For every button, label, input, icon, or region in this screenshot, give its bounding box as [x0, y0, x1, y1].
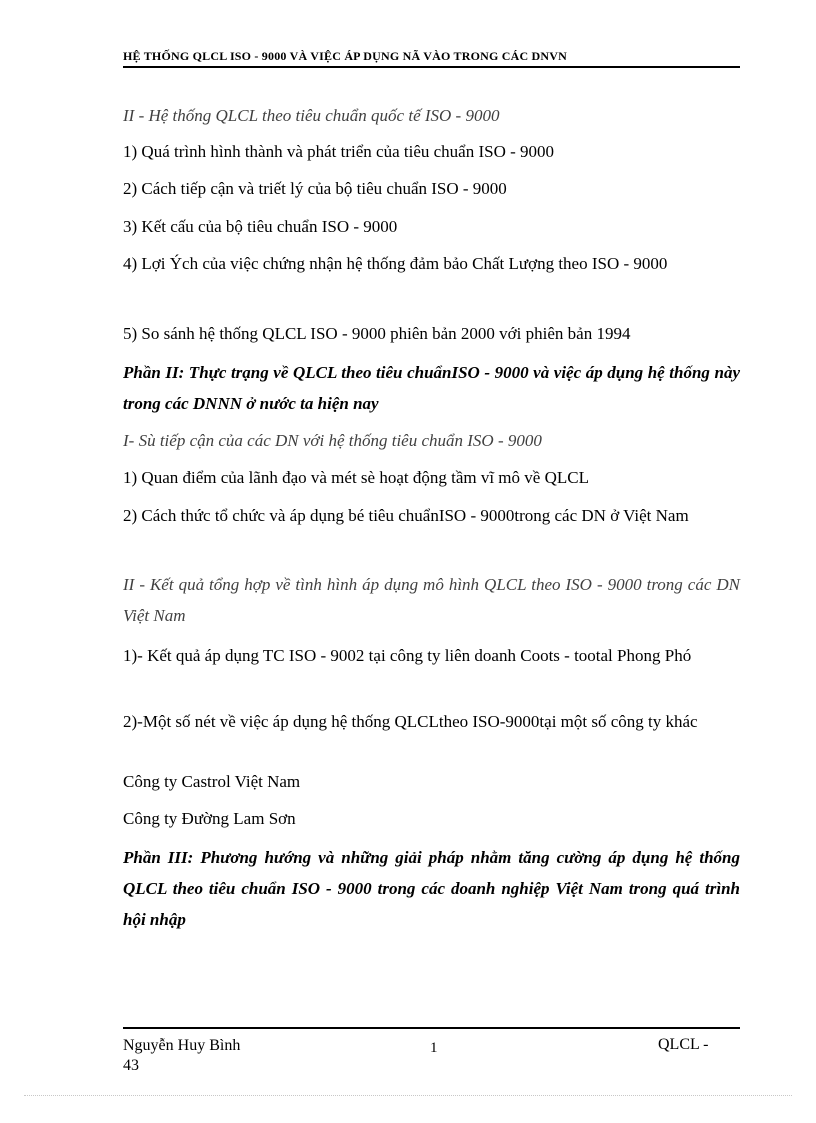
footer-author — [123, 1036, 240, 1076]
running-header: HỆ THỐNG QLCL ISO - 9000 VÀ VIỆC ÁP DỤNG NÃ VÀO TRONG CÁC DNVN — [123, 49, 740, 68]
section-heading-ii: II - Hệ thống QLCL theo tiêu chuẩn quốc tế ISO - 9000 — [123, 106, 500, 125]
company-item: Công ty Castrol Việt Nam — [123, 772, 301, 791]
footer-author-name: Nguyễn Huy Bình — [123, 1037, 241, 1054]
company-item: Công ty Đường Lam Sơn — [123, 809, 296, 828]
footer-class-code: QLCL - — [658, 1036, 709, 1053]
toc-item: 2) Cách thức tổ chức và áp dụng bé tiêu chuẩnISO - 9000trong các DN ở Việt Nam — [123, 506, 689, 525]
toc-item: 5) So sánh hệ thống QLCL ISO - 9000 phiên bản 2000 với phiên bản 1994 — [123, 324, 631, 343]
part-heading-ii: Phần II: Thực trạng về QLCL theo tiêu chuẩnISO - 9000 và việc áp dụng hệ thống này trong các DNNN ở nước ta hiện nay — [123, 363, 740, 413]
page-number: 1 — [430, 1040, 438, 1056]
section-heading-i: I- Sù tiếp cận của các DN với hệ thống tiêu chuẩn ISO - 9000 — [123, 431, 542, 450]
part-heading-iii: Phần III: Phương hướng và những giải pháp nhằm tăng cường áp dụng hệ thống QLCL theo tiêu chuẩn ISO - 9000 trong các doanh nghiệp Việt Nam trong quá trình hội nhập — [123, 848, 740, 929]
toc-item: 3) Kết cấu của bộ tiêu chuẩn ISO - 9000 — [123, 217, 398, 236]
section-heading-ii-results: II - Kết quả tổng hợp về tình hình áp dụng mô hình QLCL theo ISO - 9000 trong các DN Việt Nam — [123, 575, 740, 625]
toc-item: 1) Quá trình hình thành và phát triển của tiêu chuẩn ISO - 9000 — [123, 142, 555, 161]
page-bottom-border — [24, 1095, 792, 1096]
toc-item: 4) Lợi Ých của việc chứng nhận hệ thống đảm bảo Chất Lượng theo ISO - 9000 — [123, 254, 668, 273]
footer-author-suffix: 43 — [123, 1057, 139, 1074]
toc-item: 1) Quan điểm của lãnh đạo và mét sè hoạt động tầm vĩ mô về QLCL — [123, 468, 589, 487]
footer-rule — [123, 1027, 740, 1029]
toc-item: 2)-Một số nét về việc áp dụng hệ thống QLCLtheo ISO-9000tại một số công ty khác — [123, 712, 698, 731]
toc-item: 2) Cách tiếp cận và triết lý của bộ tiêu chuẩn ISO - 9000 — [123, 179, 507, 198]
toc-item: 1)- Kết quả áp dụng TC ISO - 9002 tại công ty liên doanh Coots - tootal Phong Phó — [123, 646, 692, 665]
